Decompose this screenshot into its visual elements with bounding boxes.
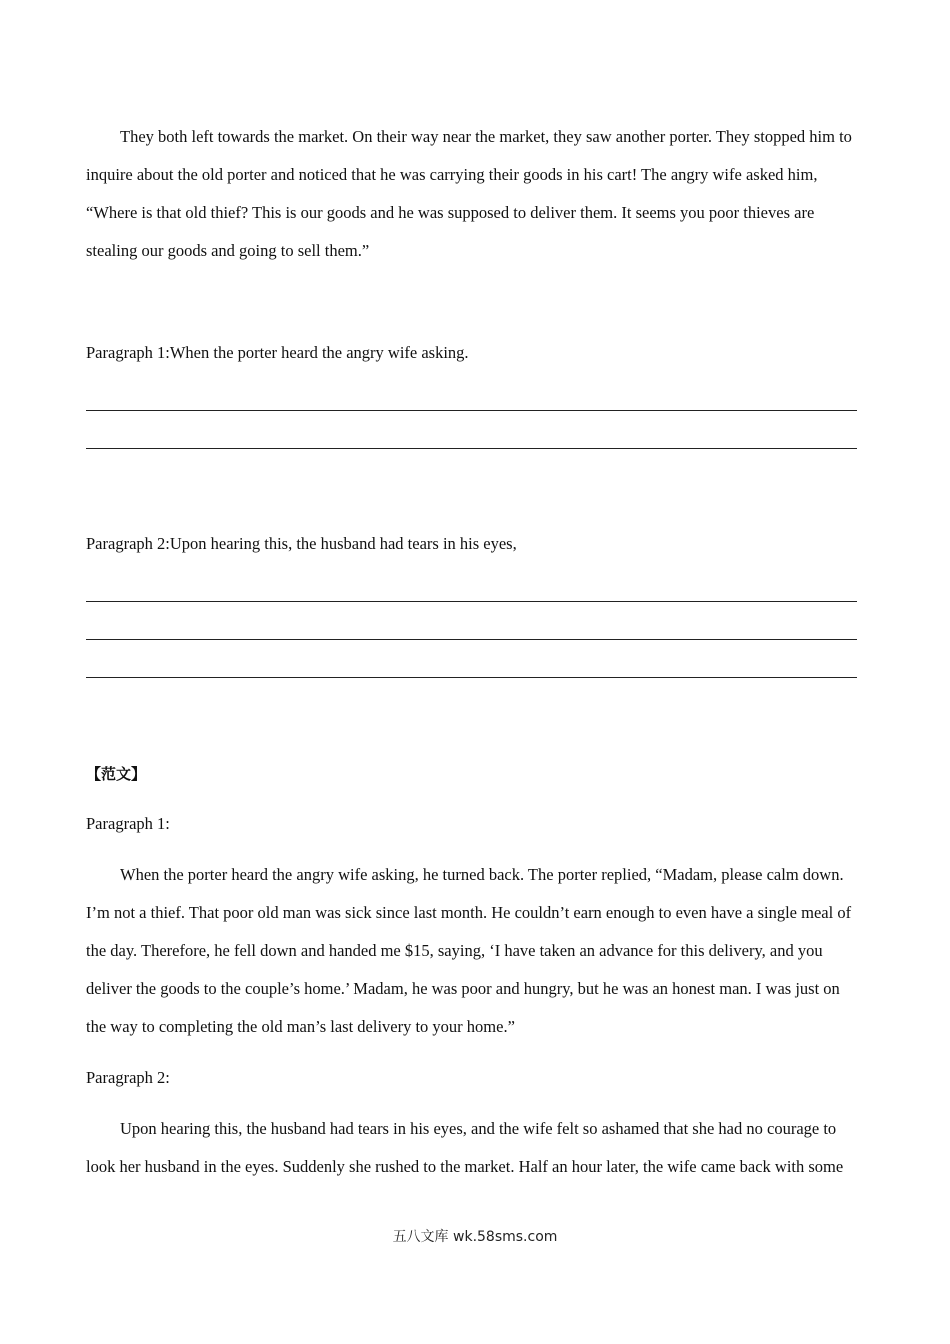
sample-paragraph-2-line: Upon hearing this, the husband had tears in his eyes, and the wife felt so ashamed that she had no courage to — [120, 1119, 837, 1138]
paragraph-1-prompt: Paragraph 1:When the porter heard the angry wife asking. — [86, 343, 469, 362]
sample-paragraph-1-line: the day. Therefore, he fell down and handed me $15, saying, ‘I have taken an advance for this delivery, and you — [86, 941, 823, 960]
passage-line: stealing our goods and going to sell them.” — [86, 241, 370, 260]
sample-paragraph-1-line: the way to completing the old man’s last delivery to your home.” — [86, 1017, 515, 1036]
passage-line: inquire about the old porter and noticed that he was carrying their goods in his cart! The angry wife asked him, — [86, 165, 818, 184]
paragraph-2-prompt: Paragraph 2:Upon hearing this, the husband had tears in his eyes, — [86, 534, 517, 553]
footer-watermark: 五八文库 wk.58sms.com — [392, 1229, 558, 1245]
passage-line: “Where is that old thief? This is our goods and he was supposed to deliver them. It seems you poor thieves are — [86, 203, 815, 222]
answer-blank-line — [86, 601, 857, 602]
sample-paragraph-1-label: Paragraph 1: — [86, 814, 170, 833]
sample-paragraph-2-line: look her husband in the eyes. Suddenly she rushed to the market. Half an hour later, the wife came back with some — [86, 1157, 844, 1176]
sample-paragraph-1-line: When the porter heard the angry wife asking, he turned back. The porter replied, “Madam, please calm down. — [120, 865, 844, 884]
answer-blank-line — [86, 410, 857, 411]
passage-line: They both left towards the market. On their way near the market, they saw another porter. They stopped him to — [120, 127, 852, 146]
answer-blank-line — [86, 448, 857, 449]
sample-paragraph-1-line: I’m not a thief. That poor old man was sick since last month. He couldn’t earn enough to even have a single meal of — [86, 903, 852, 922]
answer-blank-line — [86, 677, 857, 678]
answer-blank-line — [86, 639, 857, 640]
sample-heading: 【范文】 — [86, 765, 147, 783]
sample-paragraph-1-line: deliver the goods to the couple’s home.’ Madam, he was poor and hungry, but he was an honest man. I was just on — [86, 979, 840, 998]
sample-paragraph-2-label: Paragraph 2: — [86, 1068, 170, 1087]
